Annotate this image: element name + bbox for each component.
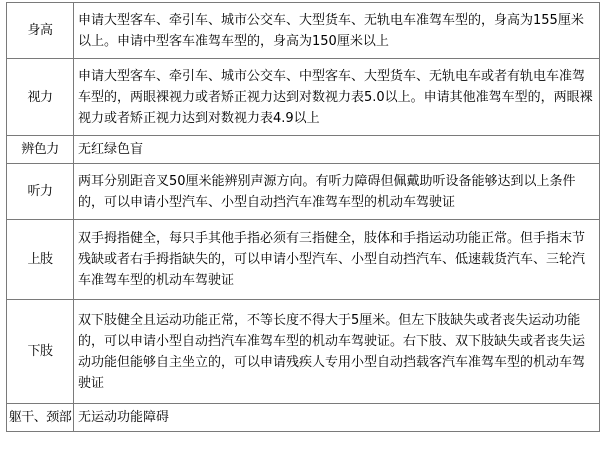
row-label: 视力: [7, 59, 74, 136]
table-row-hearing: [7, 164, 600, 220]
requirements-table: [6, 2, 600, 432]
row-content: 申请大型客车、牵引车、城市公交车、中型客车、大型货车、无轨电车或者有轨电车准驾车型的，两眼裸视力或者矫正视力达到对数视力表5.0以上。申请其他准驾车型的，两眼裸视力或者矫正视力达到对数视力表4.9以上: [74, 59, 600, 136]
row-content: 无运动功能障碍: [74, 404, 600, 432]
row-content: 两耳分别距音叉50厘米能辨别声源方向。有听力障碍但佩戴助听设备能够达到以上条件的，可以申请小型汽车、小型自动挡汽车准驾车型的机动车驾驶证: [74, 164, 600, 220]
row-content: 双手拇指健全，每只手其他手指必须有三指健全，肢体和手指运动功能正常。但手指末节残缺或者右手拇指缺失的，可以申请小型汽车、小型自动挡汽车、低速载货汽车、三轮汽车准驾车型的机动车驾驶证: [74, 220, 600, 300]
table-row-color-vision: [7, 136, 600, 164]
row-label: 上肢: [7, 220, 74, 300]
row-label: 听力: [7, 164, 74, 220]
row-content: 无红绿色盲: [74, 136, 600, 164]
table-row-vision: [7, 59, 600, 136]
row-label: 躯干、颈部: [7, 404, 74, 432]
table-row-trunk-neck: [7, 404, 600, 432]
table-row-height: [7, 3, 600, 59]
row-label: 下肢: [7, 300, 74, 404]
row-content: 双下肢健全且运动功能正常，不等长度不得大于5厘米。但左下肢缺失或者丧失运动功能的，可以申请小型自动挡汽车准驾车型的机动车驾驶证。右下肢、双下肢缺失或者丧失运动功能但能够自主坐立的，可以申请残疾人专用小型自动挡载客汽车准驾车型的机动车驾驶证: [74, 300, 600, 404]
row-content: 申请大型客车、牵引车、城市公交车、大型货车、无轨电车准驾车型的，身高为155厘米以上。申请中型客车准驾车型的，身高为150厘米以上: [74, 3, 600, 59]
table-row-lower-limbs: [7, 300, 600, 404]
row-label: 身高: [7, 3, 74, 59]
table-row-upper-limbs: [7, 220, 600, 300]
row-label: 辨色力: [7, 136, 74, 164]
